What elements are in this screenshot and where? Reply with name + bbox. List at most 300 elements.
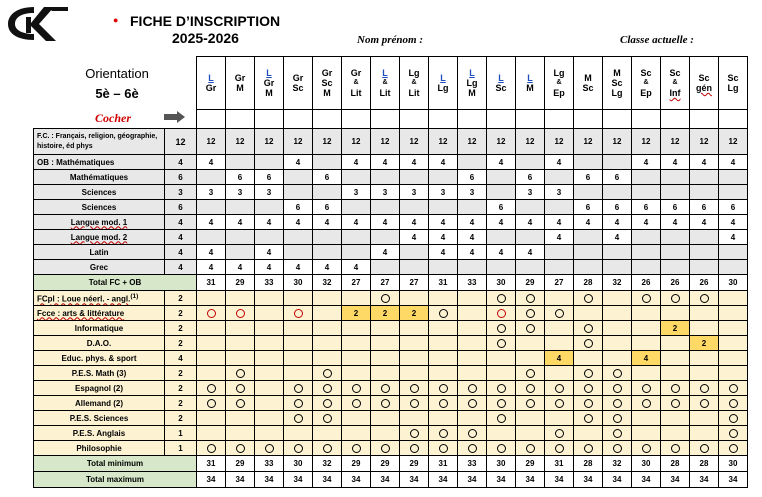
grid-cell[interactable] [487,336,516,351]
grid-cell[interactable] [371,441,400,456]
orientation-checkbox[interactable] [371,110,400,129]
option-circle-icon[interactable] [236,444,245,453]
grid-cell[interactable] [516,321,545,336]
grid-cell[interactable] [487,381,516,396]
grid-cell [458,200,487,215]
option-circle-icon[interactable] [439,399,448,408]
option-circle-icon[interactable] [671,399,680,408]
orientation-checkbox[interactable] [690,110,719,129]
option-circle-icon[interactable] [207,399,216,408]
grid-cell [603,170,632,185]
orientation-checkbox[interactable] [255,110,284,129]
option-circle-icon[interactable] [700,399,709,408]
option-circle-icon[interactable] [323,384,332,393]
grid-cell[interactable] [574,366,603,381]
grid-cell [400,472,429,488]
column-header-part: Sc [727,73,739,83]
option-circle-icon[interactable] [352,444,361,453]
grid-cell[interactable] [429,381,458,396]
orientation-checkbox[interactable] [342,110,371,129]
option-circle-icon[interactable] [294,309,303,318]
grid-cell[interactable] [197,381,226,396]
option-circle-icon[interactable] [294,384,303,393]
grid-cell[interactable] [516,306,545,321]
cell-value: 33 [467,278,477,287]
cell-value: 12 [641,137,651,146]
grid-cell[interactable] [545,381,574,396]
cell-value: 34 [206,475,216,484]
grid-cell[interactable] [632,441,661,456]
grid-cell[interactable] [574,411,603,426]
grid-cell [429,230,458,245]
column-header [632,57,661,110]
orientation-checkbox[interactable] [545,110,574,129]
option-circle-icon[interactable] [236,384,245,393]
grid-cell [719,366,748,381]
orientation-checkbox[interactable] [284,110,313,129]
option-circle-icon[interactable] [555,399,564,408]
option-circle-icon[interactable] [236,309,245,318]
option-circle-icon[interactable] [468,429,477,438]
cell-value: 34 [351,475,361,484]
grid-cell [661,411,690,426]
option-circle-icon[interactable] [613,399,622,408]
row-label-text: Langue mod. 1 [70,217,128,227]
cell-value: 30 [728,459,738,468]
grid-cell[interactable] [603,426,632,441]
option-circle-icon[interactable] [613,369,622,378]
grid-cell[interactable] [487,321,516,336]
option-circle-icon[interactable] [323,369,332,378]
grid-cell[interactable] [603,366,632,381]
option-circle-icon[interactable] [381,294,390,303]
grid-cell [545,472,574,488]
grid-cell[interactable] [400,381,429,396]
grid-cell[interactable] [226,441,255,456]
grid-cell[interactable] [487,291,516,306]
option-circle-icon[interactable] [294,444,303,453]
grid-cell[interactable] [661,396,690,411]
cell-value: 4 [440,157,446,167]
option-circle-icon[interactable] [671,294,680,303]
column-header-part: & [672,79,678,86]
grid-cell [313,321,342,336]
option-circle-icon[interactable] [729,414,738,423]
orientation-checkbox[interactable] [313,110,342,129]
grid-cell[interactable] [197,441,226,456]
cell-value: 6 [614,202,620,212]
grid-cell [226,170,255,185]
grid-cell [661,260,690,275]
grid-cell[interactable] [226,306,255,321]
grid-cell [516,230,545,245]
grid-cell [255,366,284,381]
column-header-part: M [468,88,476,98]
cell-value: 6 [730,202,736,212]
cell-value: 4 [440,232,446,242]
grid-cell[interactable] [313,396,342,411]
grid-cell[interactable] [313,381,342,396]
option-circle-icon[interactable] [700,384,709,393]
option-circle-icon[interactable] [642,444,651,453]
grid-cell[interactable] [400,426,429,441]
grid-cell [632,321,661,336]
grid-cell[interactable] [458,381,487,396]
option-circle-icon[interactable] [439,384,448,393]
grid-cell[interactable] [719,441,748,456]
option-circle-icon[interactable] [323,399,332,408]
grid-cell [313,426,342,441]
grid-cell[interactable] [197,306,226,321]
column-header-part: Gr [350,68,362,78]
grid-cell [226,245,255,260]
grid-cell [632,366,661,381]
grid-cell [371,155,400,170]
cell-value: 34 [322,475,332,484]
option-circle-icon[interactable] [410,399,419,408]
grid-cell[interactable] [574,396,603,411]
grid-cell[interactable] [574,336,603,351]
grid-cell[interactable] [545,306,574,321]
grid-cell[interactable] [603,411,632,426]
grid-cell[interactable] [661,381,690,396]
hours-cell: 2 [165,321,197,336]
orientation-checkbox[interactable] [458,110,487,129]
grid-cell [632,351,661,366]
option-circle-icon[interactable] [497,324,506,333]
grid-cell [197,170,226,185]
option-circle-icon[interactable] [439,444,448,453]
grid-cell [429,275,458,291]
orientation-checkbox[interactable] [603,110,632,129]
grid-cell[interactable] [284,411,313,426]
grid-cell [226,456,255,472]
grid-cell[interactable] [458,426,487,441]
grid-cell[interactable] [400,396,429,411]
grid-cell [603,230,632,245]
grid-cell[interactable] [284,441,313,456]
grid-cell[interactable] [226,366,255,381]
grid-cell [400,321,429,336]
option-circle-icon[interactable] [613,414,622,423]
column-header-part: Sc [321,78,333,88]
grid-cell[interactable] [429,306,458,321]
option-circle-icon[interactable] [584,414,593,423]
ob-row [34,245,748,260]
grid-cell[interactable] [371,396,400,411]
row-label-text: Grec [89,262,109,272]
option-circle-icon[interactable] [497,294,506,303]
option-circle-icon[interactable] [468,444,477,453]
option-circle-icon[interactable] [497,414,506,423]
grid-cell [429,472,458,488]
grid-cell[interactable] [487,441,516,456]
option-circle-icon[interactable] [294,414,303,423]
option-circle-icon[interactable] [555,384,564,393]
option-circle-icon[interactable] [468,384,477,393]
grid-cell [516,260,545,275]
grid-cell[interactable] [197,396,226,411]
grid-cell[interactable] [313,411,342,426]
grid-cell[interactable] [487,411,516,426]
option-circle-icon[interactable] [294,399,303,408]
grid-cell [429,129,458,155]
grid-cell[interactable] [284,306,313,321]
option-circle-icon[interactable] [642,399,651,408]
option-circle-icon[interactable] [526,444,535,453]
grid-cell [632,170,661,185]
cell-value: 4 [643,353,649,363]
grid-cell[interactable] [313,366,342,381]
grid-cell[interactable] [516,441,545,456]
grid-cell [690,456,719,472]
option-circle-icon[interactable] [584,384,593,393]
grid-cell[interactable] [574,291,603,306]
orientation-checkbox[interactable] [516,110,545,129]
grid-cell [487,351,516,366]
grid-cell[interactable] [574,441,603,456]
orientation-checkbox[interactable] [487,110,516,129]
grid-cell [487,275,516,291]
option-circle-icon[interactable] [439,429,448,438]
option-circle-icon[interactable] [352,399,361,408]
grid-cell [661,185,690,200]
grid-cell[interactable] [429,441,458,456]
grid-cell[interactable] [342,381,371,396]
option-circle-icon[interactable] [729,384,738,393]
grid-cell[interactable] [371,291,400,306]
option-circle-icon[interactable] [439,309,448,318]
option-circle-icon[interactable] [526,324,535,333]
orientation-checkbox[interactable] [661,110,690,129]
option-circle-icon[interactable] [236,399,245,408]
option-circle-icon[interactable] [323,444,332,453]
option-circle-icon[interactable] [497,444,506,453]
orientation-checkbox[interactable] [197,110,226,129]
option-circle-icon[interactable] [584,294,593,303]
option-circle-icon[interactable] [381,399,390,408]
option-circle-icon[interactable] [236,369,245,378]
cell-value: 12 [206,137,216,146]
grid-cell [632,472,661,488]
grid-cell [603,336,632,351]
cell-value: 34 [467,475,477,484]
option-circle-icon[interactable] [671,384,680,393]
grid-cell[interactable] [690,291,719,306]
option-circle-icon[interactable] [207,444,216,453]
cell-value: 30 [728,278,738,287]
option-circle-icon[interactable] [497,339,506,348]
grid-cell[interactable] [661,441,690,456]
grid-cell[interactable] [690,396,719,411]
grid-cell [342,351,371,366]
grid-cell[interactable] [661,291,690,306]
option-circle-icon[interactable] [613,384,622,393]
cell-value: 34 [496,475,506,484]
orientation-checkbox[interactable] [226,110,255,129]
grid-cell[interactable] [226,381,255,396]
column-header-part: L [440,73,446,83]
grid-cell[interactable] [487,396,516,411]
option-circle-icon[interactable] [207,309,216,318]
grid-cell[interactable] [603,396,632,411]
hours-cell: 12 [165,129,197,155]
option-circle-icon[interactable] [323,414,332,423]
hours-cell: 2 [165,336,197,351]
grid-cell[interactable] [371,381,400,396]
option-circle-icon[interactable] [671,444,680,453]
orientation-checkbox[interactable] [429,110,458,129]
grid-cell [458,155,487,170]
option-circle-icon[interactable] [497,384,506,393]
grid-cell [690,472,719,488]
cocher-label: Cocher [95,111,131,125]
option-circle-icon[interactable] [729,444,738,453]
grid-cell [458,129,487,155]
option-circle-icon[interactable] [497,309,506,318]
grid-cell[interactable] [516,291,545,306]
grid-cell [661,230,690,245]
grid-cell [255,260,284,275]
cell-value: 4 [208,157,214,167]
grid-cell[interactable] [429,396,458,411]
grid-cell [632,426,661,441]
option-circle-icon[interactable] [584,324,593,333]
row-label [34,155,165,170]
grid-cell[interactable] [719,396,748,411]
option-circle-icon[interactable] [526,384,535,393]
grid-cell [226,411,255,426]
option-circle-icon[interactable] [526,369,535,378]
option-circle-icon[interactable] [729,429,738,438]
option-circle-icon[interactable] [700,444,709,453]
option-circle-icon[interactable] [613,444,622,453]
grid-cell[interactable] [719,381,748,396]
grid-cell [255,200,284,215]
option-circle-icon[interactable] [729,399,738,408]
option-circle-icon[interactable] [555,309,564,318]
orientation-checkbox[interactable] [719,110,748,129]
grid-cell[interactable] [719,411,748,426]
grid-cell[interactable] [603,441,632,456]
option-circle-icon[interactable] [410,444,419,453]
grid-cell [226,200,255,215]
option-circle-icon[interactable] [468,399,477,408]
grid-cell[interactable] [342,441,371,456]
option-circle-icon[interactable] [381,444,390,453]
grid-cell [487,245,516,260]
grid-cell[interactable] [690,441,719,456]
option-circle-icon[interactable] [555,444,564,453]
grid-cell[interactable] [603,381,632,396]
grid-cell[interactable] [574,381,603,396]
grid-cell[interactable] [284,396,313,411]
column-header [371,57,400,110]
option-circle-icon[interactable] [613,429,622,438]
grid-cell[interactable] [458,441,487,456]
grid-cell [603,275,632,291]
orientation-checkbox[interactable] [632,110,661,129]
option-circle-icon[interactable] [700,294,709,303]
cell-value: 4 [440,217,446,227]
grid-cell[interactable] [516,366,545,381]
option-circle-icon[interactable] [207,384,216,393]
option-circle-icon[interactable] [526,294,535,303]
grid-cell[interactable] [516,396,545,411]
column-header-part: L [498,73,504,83]
option-circle-icon[interactable] [497,399,506,408]
grid-cell [661,155,690,170]
orientation-checkbox[interactable] [574,110,603,129]
grid-cell[interactable] [342,396,371,411]
grid-cell[interactable] [516,381,545,396]
grid-cell [313,155,342,170]
orientation-checkbox[interactable] [400,110,429,129]
grid-cell[interactable] [632,291,661,306]
grid-cell [516,411,545,426]
row-label [34,411,165,426]
option-circle-icon[interactable] [265,444,274,453]
grid-cell[interactable] [545,426,574,441]
grid-cell[interactable] [429,426,458,441]
option-circle-icon[interactable] [584,369,593,378]
grid-cell[interactable] [313,441,342,456]
option-circle-icon[interactable] [642,384,651,393]
option-circle-icon[interactable] [526,309,535,318]
grid-cell [632,306,661,321]
grid-cell[interactable] [487,306,516,321]
option-circle-icon[interactable] [526,399,535,408]
cell-value: 4 [440,247,446,257]
grid-cell[interactable] [458,396,487,411]
option-circle-icon[interactable] [410,429,419,438]
grid-cell [603,291,632,306]
option-circle-icon[interactable] [642,294,651,303]
cell-value: 6 [585,202,591,212]
grid-cell [632,215,661,230]
grid-cell [545,260,574,275]
grid-cell[interactable] [545,396,574,411]
column-header-part: Lit [350,88,362,98]
school-year: 2025-2026 [172,30,239,46]
option-circle-icon[interactable] [584,399,593,408]
grid-cell [284,245,313,260]
grid-cell[interactable] [400,441,429,456]
grid-cell[interactable] [255,441,284,456]
cell-value: 6 [324,172,330,182]
cell-value: 28 [670,459,680,468]
option-circle-icon[interactable] [555,429,564,438]
grid-cell[interactable] [719,426,748,441]
grid-cell[interactable] [284,381,313,396]
column-header-part: gén [695,83,712,93]
grid-cell[interactable] [226,396,255,411]
option-circle-icon[interactable] [352,384,361,393]
grid-cell [197,155,226,170]
grid-cell[interactable] [545,441,574,456]
grid-cell[interactable] [632,381,661,396]
option-circle-icon[interactable] [410,384,419,393]
grid-cell [255,245,284,260]
option-circle-icon[interactable] [584,339,593,348]
grid-cell[interactable] [632,396,661,411]
grid-cell[interactable] [690,381,719,396]
grid-cell[interactable] [574,321,603,336]
option-circle-icon[interactable] [584,444,593,453]
column-header-part: & [556,79,562,86]
cell-value: 12 [728,137,738,146]
option-circle-icon[interactable] [381,384,390,393]
